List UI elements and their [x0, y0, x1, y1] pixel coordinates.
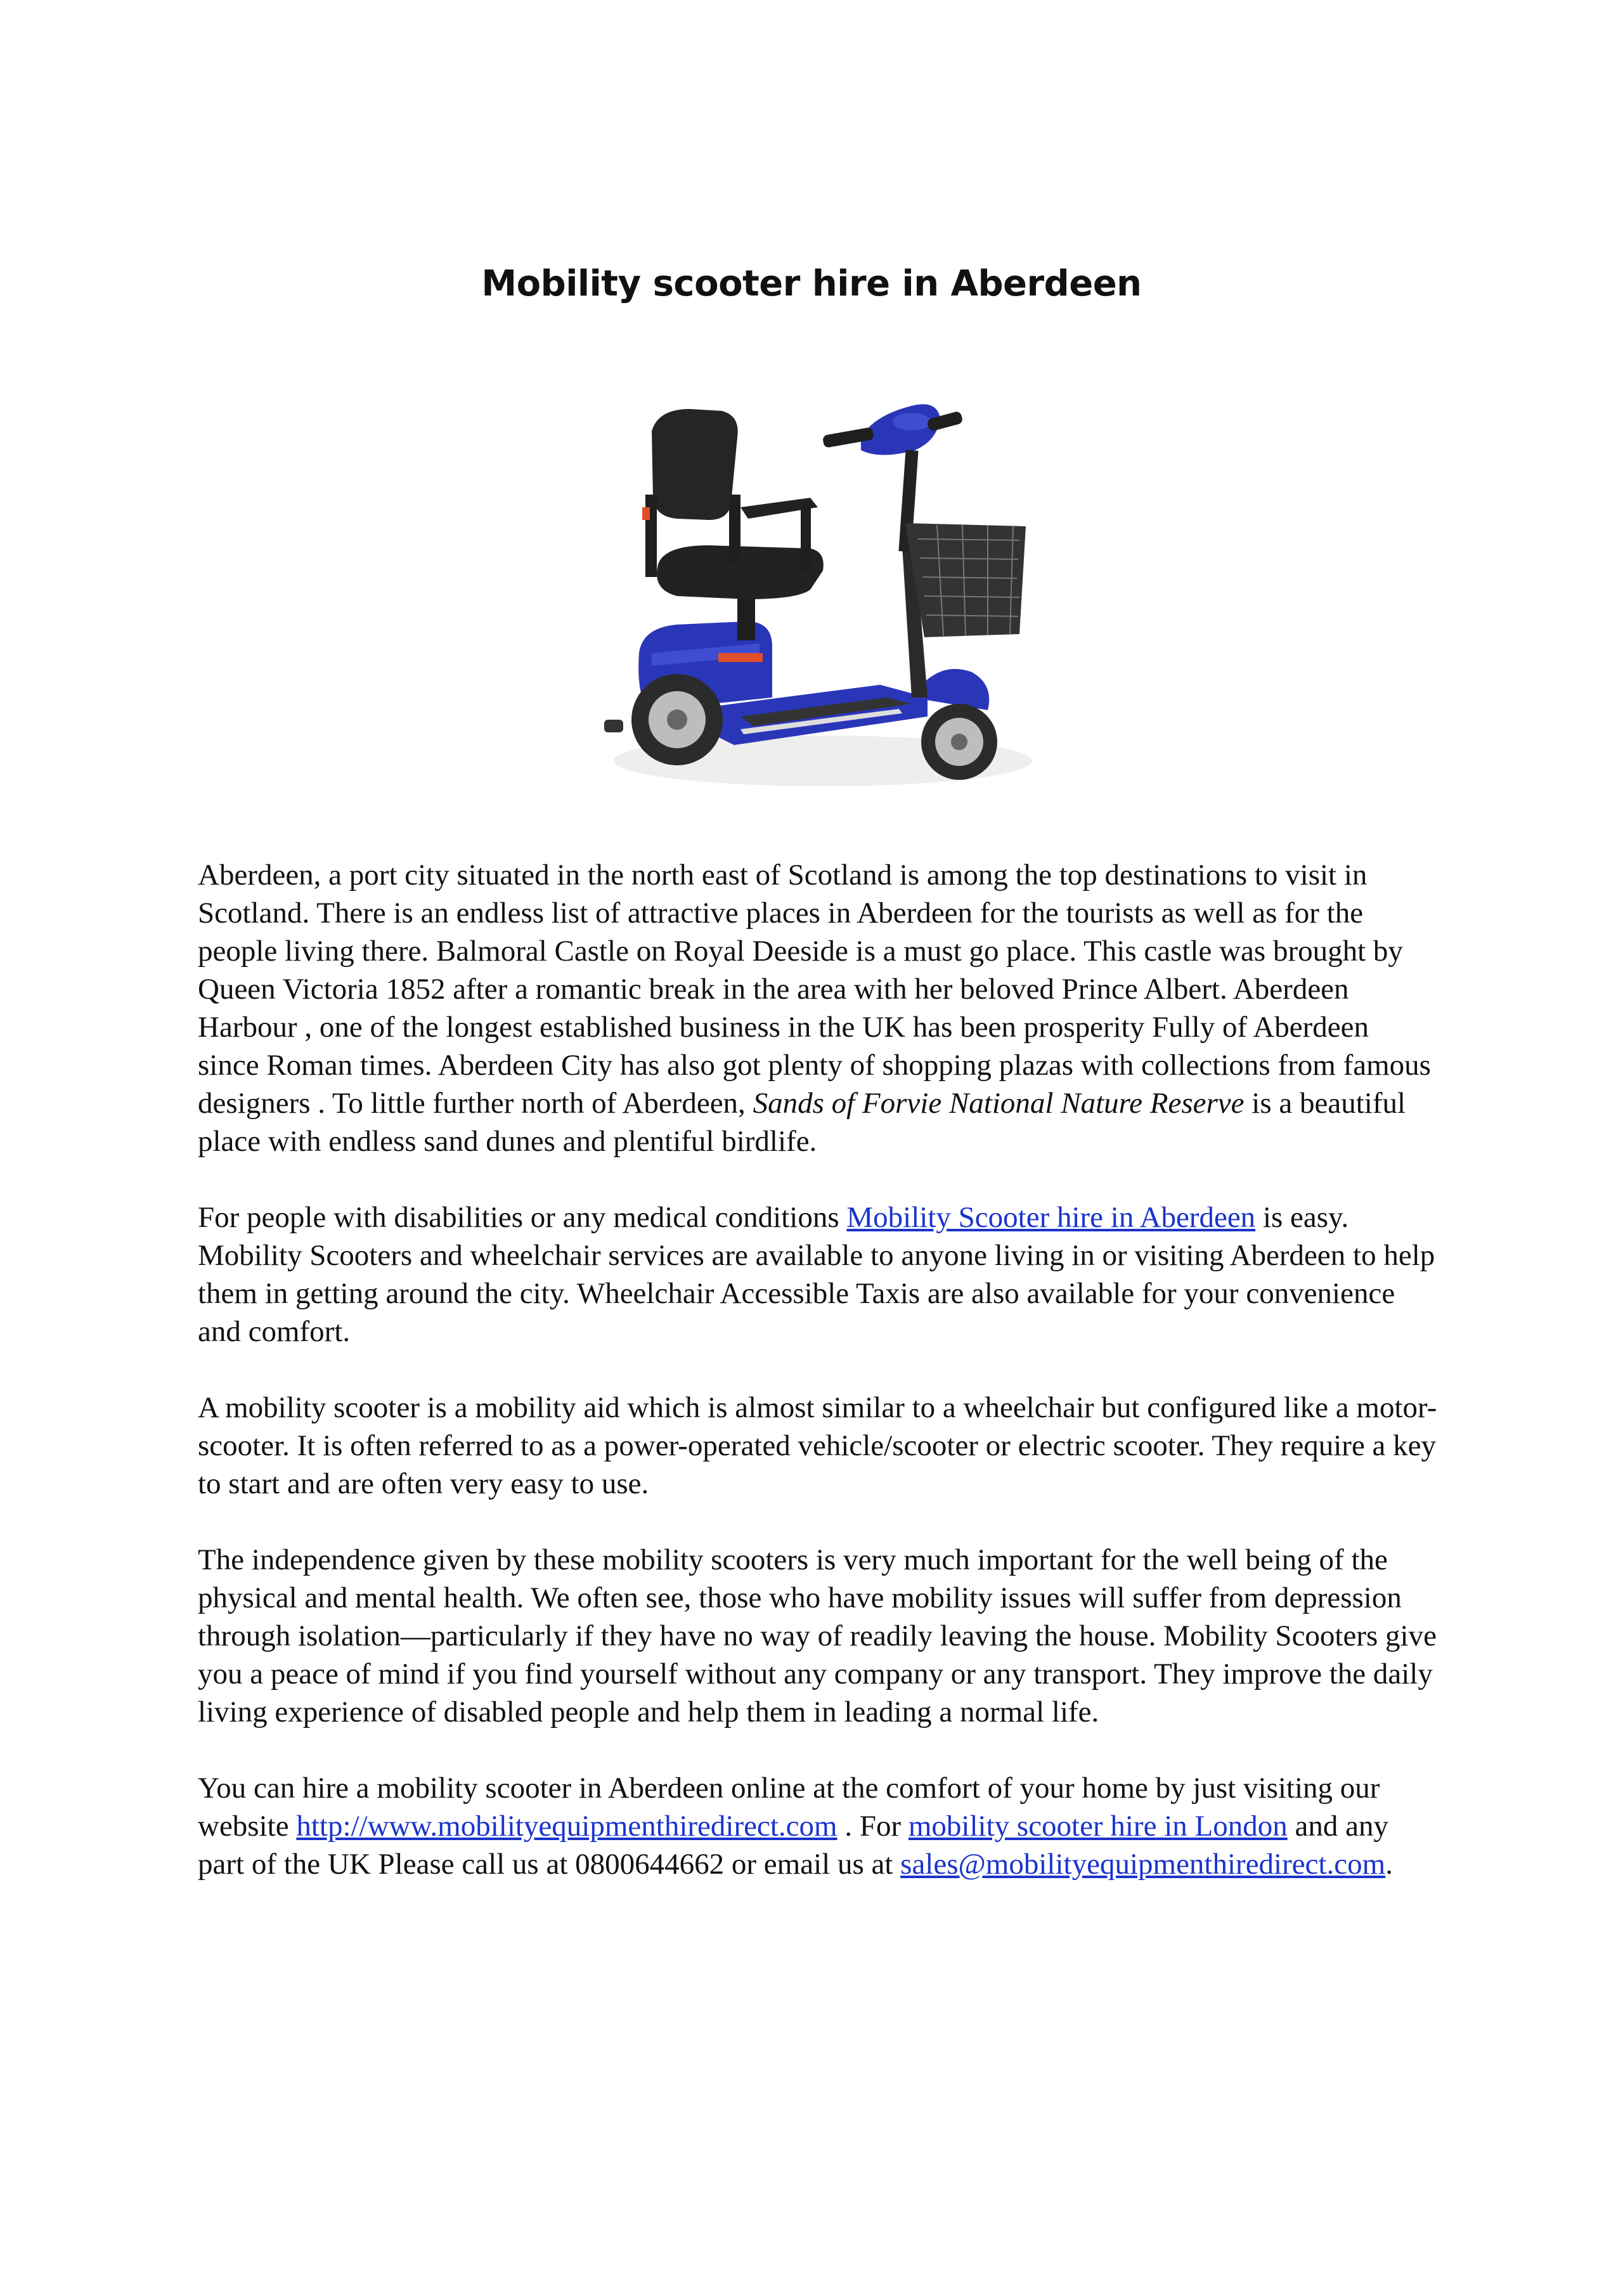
article-body — [198, 856, 1437, 1921]
paragraph-what-is-scooter: A mobility scooter is a mobility aid which is almost similar to a wheelchair but configured like a motor-scooter. It is often referred to as a power-operated vehicle/scooter or electric scooter. They require a key to start and are often very easy to use. — [198, 1391, 1437, 1500]
paragraph-text: and any part of the UK Please call us at 0800644662 or email us at — [198, 1810, 1388, 1881]
paragraph-aberdeen-intro — [198, 856, 1437, 1160]
paragraph-text: Aberdeen, a port city situated in the north east of Scotland is among the top destinations to visit in Scotland. There is an endless list of attractive places in Aberdeen for the tourists as well as for the people living there. Balmoral Castle on Royal Deeside is a must go place. This castle was brought by Queen Victoria 1852 after a romantic break in the area with her beloved Prince Albert. Aberdeen Harbour , one of the longest established business in the UK has been prosperity Fully of Aberdeen since Roman times. Aberdeen City has also got plenty of shopping plazas with collections from famous designers . To little further north of Aberdeen, — [198, 859, 1431, 1120]
paragraph-contact — [198, 1769, 1437, 1883]
page-title: Mobility scooter hire in Aberdeen — [481, 263, 1142, 304]
scooter-hire-london-link[interactable]: mobility scooter hire in London — [908, 1810, 1288, 1843]
paragraph-independence: The independence given by these mobility scooters is very much important for the well being of the physical and mental health. We often see, those who have mobility issues will suffer from depression through isolation—particularly if they have no way of readily leaving the house. Mobility Scooters give you a peace of mind if you find yourself without any company or any transport. They improve the daily living experience of disabled people and help them in leading a normal life. — [198, 1543, 1437, 1728]
mobility-scooter-hire-aberdeen-link[interactable]: Mobility Scooter hire in Aberdeen — [846, 1201, 1256, 1234]
paragraph-text: is a beautiful place with endless sand dunes and plentiful birdlife. — [198, 1087, 1406, 1158]
sales-email-link[interactable]: sales@mobilityequipmenthiredirect.com — [900, 1848, 1386, 1881]
paragraph-text: . — [1385, 1848, 1393, 1881]
website-link[interactable]: http://www.mobilityequipmenthiredirect.com — [296, 1810, 837, 1843]
paragraph-disabilities — [198, 1198, 1437, 1351]
paragraph-text: You can hire a mobility scooter in Aberdeen online at the comfort of your home by just visiting our website — [198, 1772, 1380, 1843]
paragraph-text: For people with disabilities or any medical conditions — [198, 1201, 847, 1234]
paragraph-text: . For — [837, 1810, 908, 1843]
forvie-reserve-italic: Sands of Forvie National Nature Reserve — [753, 1087, 1245, 1120]
mobility-scooter-photo — [582, 355, 1051, 818]
paragraph-text: is easy. Mobility Scooters and wheelchair services are available to anyone living in or visiting Aberdeen to help them in getting around the city. Wheelchair Accessible Taxis are also available for your convenience and comfort. — [198, 1201, 1435, 1348]
